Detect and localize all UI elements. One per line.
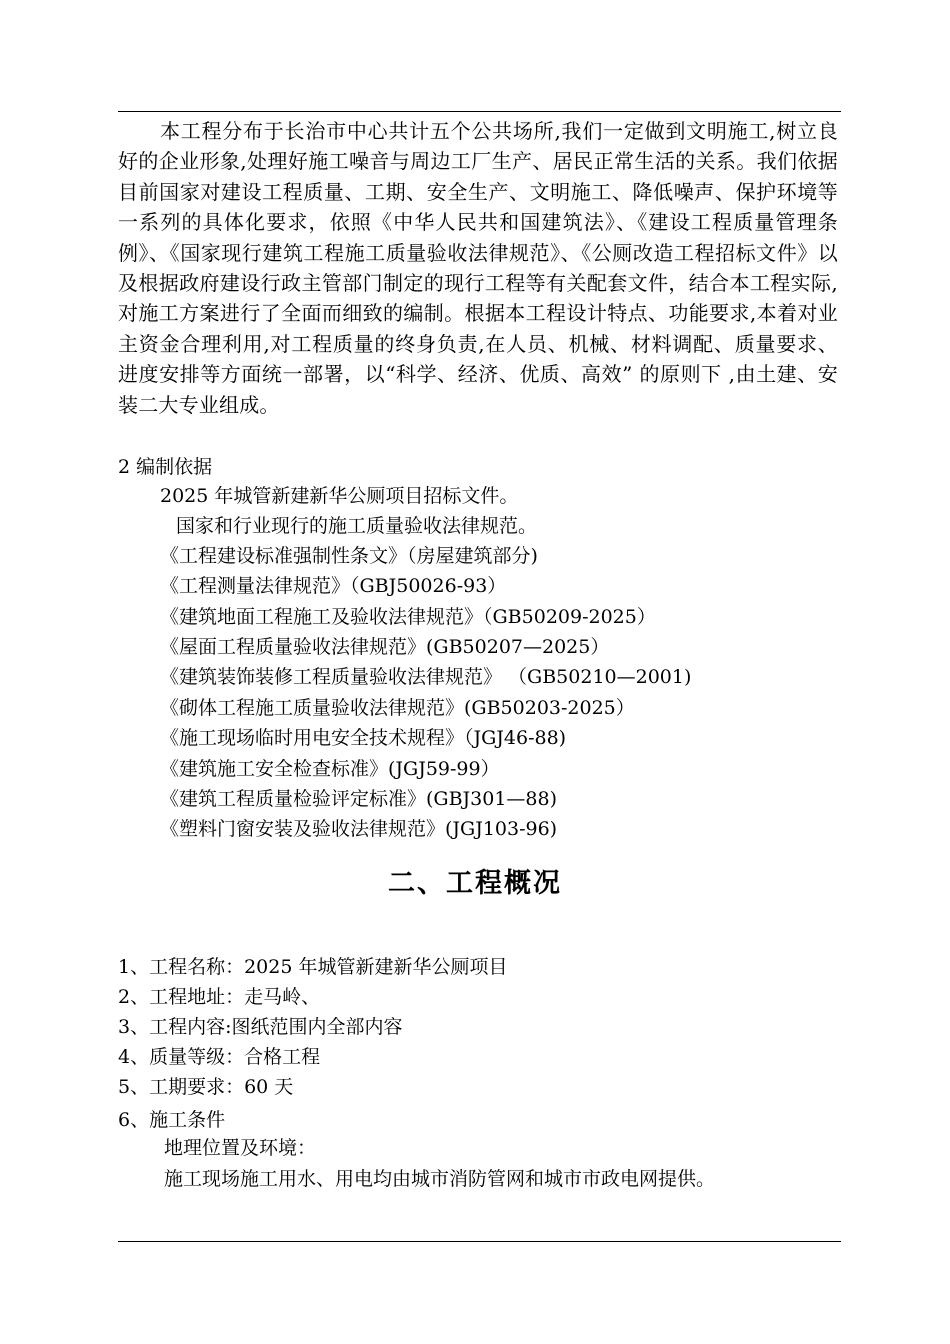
basis-item: 《建筑地面工程施工及验收法律规范》（GB50209-2025） (160, 606, 656, 628)
overview-item: 6、施工条件 (118, 1109, 226, 1131)
basis-item: 《施工现场临时用电安全技术规程》（JGJ46-88) (160, 727, 567, 749)
overview-item: 5、工期要求：60 天 (118, 1076, 294, 1098)
basis-heading: 2 编制依据 (118, 456, 213, 478)
basis-item: 《建筑施工安全检查标准》(JGJ59-99） (160, 758, 500, 780)
basis-item: 国家和行业现行的施工质量验收法律规范。 (176, 515, 538, 537)
basis-item: 《工程建设标准强制性条文》（房屋建筑部分) (160, 545, 538, 567)
intro-section (118, 116, 838, 420)
overview-item: 1、工程名称：2025 年城管新建新华公厕项目 (118, 956, 508, 978)
overview-item: 4、质量等级：合格工程 (118, 1046, 321, 1068)
intro-paragraph: 本工程分布于长治市中心共计五个公共场所,我们一定做到文明施工,树立良好的企业形象,处理好施工噪音与周边工厂生产、居民正常生活的关系。我们依据目前国家对建设工程质量、工期、安全生产、文明施工、降低噪声、保护环境等一系列的具体化要求，依照《中华人民共和国建筑法》、《建设工程质量管理条例》、《国家现行建筑工程施工质量验收法律规范》、《公厕改造工程招标文件》以及根据政府建设行政主管部门制定的现行工程等有关配套文件，结合本工程实际,对施工方案进行了全面而细致的编制。根据本工程设计特点、功能要求,本着对业主资金合理利用,对工程质量的终身负责,在人员、机械、材料调配、质量要求、进度安排等方面统一部署，以“科学、经济、优质、高效” 的原则下 ,由土建、安装二大专业组成。 (118, 119, 838, 417)
footer-rule (118, 1241, 841, 1242)
header-rule (118, 111, 841, 112)
basis-item: 《砌体工程施工质量验收法律规范》(GB50203-2025） (160, 697, 635, 719)
section-title: 二、工程概况 (388, 868, 562, 899)
basis-item: 《建筑装饰装修工程质量验收法律规范》 （GB50210—2001) (160, 666, 692, 688)
basis-item: 《塑料门窗安装及验收法律规范》(JGJ103-96) (160, 818, 558, 840)
basis-item: 《建筑工程质量检验评定标准》(GBJ301—88) (160, 788, 558, 810)
basis-item: 《屋面工程质量验收法律规范》(GB50207—2025） (160, 636, 610, 658)
basis-item: 2025 年城管新建新华公厕项目招标文件。 (160, 485, 519, 507)
condition-line: 地理位置及环境： (164, 1137, 317, 1159)
overview-item: 3、工程内容:图纸范围内全部内容 (118, 1016, 403, 1038)
condition-line: 施工现场施工用水、用电均由城市消防管网和城市市政电网提供。 (164, 1168, 716, 1190)
basis-item: 《工程测量法律规范》（GBJ50026-93） (160, 575, 507, 597)
overview-item: 2、工程地址：走马岭、 (118, 986, 321, 1008)
